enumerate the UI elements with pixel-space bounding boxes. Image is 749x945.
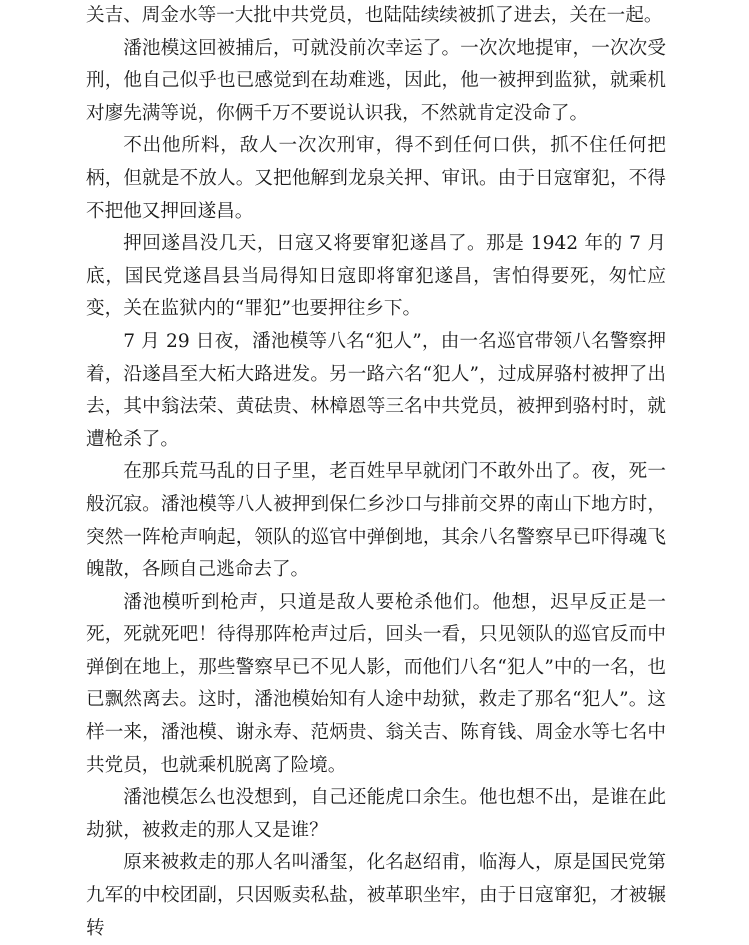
paragraph-1: 关吉、周金水等一大批中共党员，也陆陆续续被抓了进去，关在一起。 [86,5,663,26]
paragraph-6: 在那兵荒马乱的日子里，老百姓早早就闭门不敢外出了。夜，死一般沉寂。潘池模等八人被押到保仁乡沙口与排前交界的南山下地方时，突然一阵枪声响起，领队的巡官中弹倒地，其余八名警察早已吓得魂飞魄散，各顾自己逃命去了。 [86,461,666,581]
paragraph-2: 潘池模这回被捕后，可就没前次幸运了。一次次地提审，一次次受刑，他自己似乎也已感觉到在劫难逃，因此，他一被押到监狱，就乘机对廖先满等说，你俩千万不要说认识我，不然就肯定没命了。 [86,37,666,124]
paragraph-8: 潘池模怎么也没想到，自己还能虎口余生。他也想不出，是谁在此劫狱，被救走的那人又是谁？ [86,787,666,841]
paragraph-3: 不出他所料，敌人一次次刑审，得不到任何口供，抓不住任何把柄，但就是不放人。又把他解到龙泉关押、审讯。由于日寇窜犯，不得不把他又押回遂昌。 [86,135,666,222]
paragraph-5: 7 月 29 日夜，潘池模等八名“犯人”，由一名巡官带领八名警察押着，沿遂昌至大柘大路进发。另一路六名“犯人”，过成屏骆村被押了出去，其中翁法荣、黄砝贵、林樟恩等三名中共党员，被押到骆村时，就遭枪杀了。 [86,330,666,450]
paragraph-9: 原来被救走的那人名叫潘玺，化名赵绍甫，临海人，原是国民党第九军的中校团副，只因贩卖私盐，被革职坐牢，由于日寇窜犯，才被辗转 [86,852,666,939]
document-page [86,0,666,945]
paragraph-7: 潘池模听到枪声，只道是敌人要枪杀他们。他想，迟早反正是一死，死就死吧！待得那阵枪声过后，回头一看，只见领队的巡官反而中弹倒在地上，那些警察早已不见人影，而他们八名“犯人”中的一名，也已飘然离去。这时，潘池模始知有人途中劫狱，救走了那名“犯人”。这样一来，潘池模、谢永寿、范炳贵、翁关吉、陈育钱、周金水等七名中共党员，也就乘机脱离了险境。 [86,591,666,776]
paragraph-4: 押回遂昌没几天，日寇又将要窜犯遂昌了。那是 1942 年的 7 月底，国民党遂昌县当局得知日寇即将窜犯遂昌，害怕得要死，匆忙应变，关在监狱内的“罪犯”也要押往乡下。 [86,233,666,320]
